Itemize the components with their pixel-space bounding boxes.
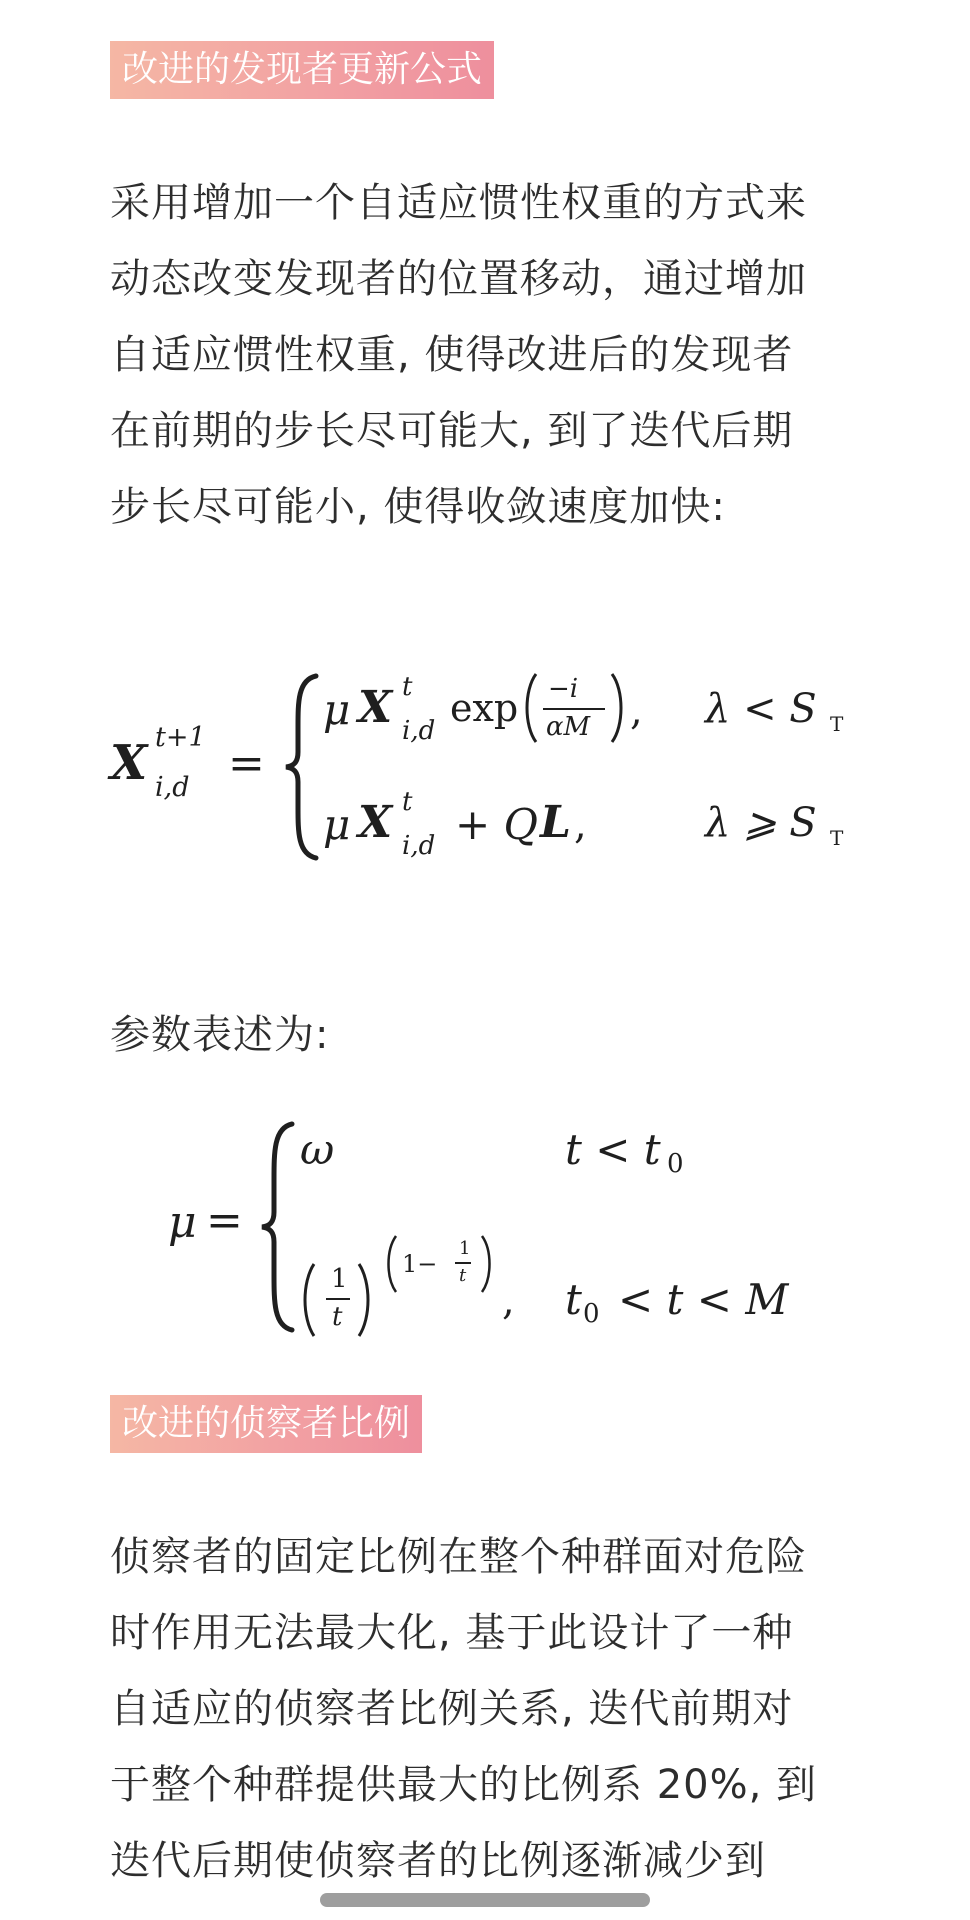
paragraph-parameters-label: 参数表述为: (110, 1012, 330, 1058)
text-line: 自适应的侦察者比例关系, 迭代前期对 (110, 1686, 794, 1732)
formula2-case2-cond-t0: t (565, 1275, 582, 1324)
text-line: 迭代后期使侦察者的比例逐渐减少到 (110, 1838, 766, 1884)
fraction-bar (543, 708, 605, 710)
fraction-bar (455, 1262, 471, 1264)
formula-equals: = (228, 738, 265, 789)
case1-frac-den: αM (546, 712, 591, 742)
section-tag-discoverer-update: 改进的发现者更新公式 (110, 41, 494, 99)
text-line: 侦察者的固定比例在整个种群面对危险 (110, 1534, 807, 1580)
paren-right-icon (355, 1262, 375, 1338)
left-brace-icon (282, 672, 322, 862)
formula-lhs-sup: t+1 (155, 722, 206, 753)
formula2-exp-prefix: 1− (402, 1250, 438, 1278)
scroll-indicator[interactable] (320, 1893, 650, 1907)
case2-comma: , (574, 802, 587, 848)
formula2-case1-condition: t < t (565, 1125, 661, 1174)
text-line: 于整个种群提供最大的比例系 20%, 到 (110, 1762, 818, 1808)
text-line: 动态改变发现者的位置移动，通过增加 (110, 256, 807, 302)
text-line: 时作用无法最大化, 基于此设计了一种 (110, 1610, 794, 1656)
formula2-case2-cond-t0-sub: 0 (583, 1299, 600, 1329)
text-line: 在前期的步长尽可能大, 到了迭代后期 (110, 408, 794, 454)
case1-condition-sub: T (830, 712, 844, 736)
text-line: 采用增加一个自适应惯性权重的方式来 (110, 180, 807, 226)
formula2-case2-comma: , (502, 1278, 515, 1324)
text-line: 步长尽可能小, 使得收敛速度加快: (110, 484, 726, 530)
fraction-bar (326, 1298, 350, 1300)
formula2-case2-cond-rest: < t < M (618, 1275, 789, 1324)
formula-lhs-sub: i,d (155, 772, 190, 803)
case1-condition: λ < S (705, 686, 817, 732)
case2-l: L (540, 797, 571, 848)
formula-lhs-x: X (110, 735, 148, 791)
case2-condition: λ ⩾ S (705, 800, 817, 846)
section-tag-scout-ratio: 改进的侦察者比例 (110, 1395, 422, 1453)
case1-exp: exp (450, 686, 519, 730)
paren-right-icon (479, 1234, 495, 1294)
case2-sub: i,d (402, 831, 436, 861)
case1-mu: μ (323, 685, 351, 734)
formula2-case1-omega: ω (300, 1125, 335, 1174)
paren-left-icon (520, 672, 540, 744)
left-brace-icon (258, 1120, 298, 1334)
case1-frac-num: −i (548, 674, 579, 704)
paren-left-icon (298, 1262, 318, 1338)
case2-x: X (358, 797, 393, 848)
case1-sub: i,d (402, 716, 436, 746)
formula2-case1-condition-sub: 0 (667, 1149, 684, 1179)
case2-sup: t (402, 787, 413, 817)
case1-x: X (358, 682, 393, 733)
case1-comma: , (630, 688, 643, 734)
case1-sup: t (402, 672, 413, 702)
formula2-exp-den: t (459, 1265, 467, 1286)
formula2-lhs-mu: μ (168, 1197, 197, 1248)
case2-mu: μ (323, 800, 351, 849)
formula2-case2-den: t (332, 1302, 343, 1332)
text-line: 自适应惯性权重, 使得改进后的发现者 (110, 332, 794, 378)
paren-right-icon (608, 672, 628, 744)
case2-plus-q: + Q (455, 800, 538, 849)
formula2-case2-num: 1 (331, 1264, 348, 1294)
formula2-equals: = (206, 1195, 243, 1246)
case2-condition-sub: T (830, 826, 844, 850)
formula2-exp-num: 1 (459, 1238, 471, 1259)
paren-left-icon (383, 1234, 399, 1294)
